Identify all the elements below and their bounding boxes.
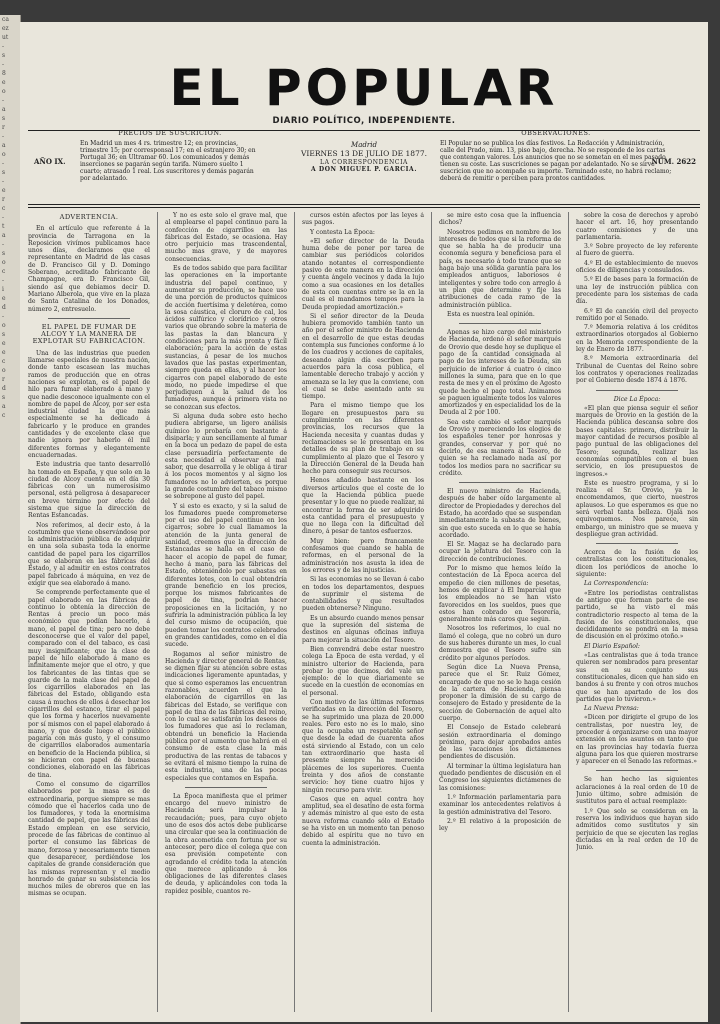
newspaper-subtitle: DIARIO POLÍTICO, INDEPENDIENTE. (272, 116, 456, 126)
paragraph: Con motivo de las últimas reformas verificadas en la dirección del Tesoro, se ha suprimido una plaza de 20.000 reales. Pero esto no es lo malo, sino que la ocupaba un respetable señor que desde la edad de cuarenta años está sirviendo al Estado, con un celo tan extraordinario que hasta el presente siempre ha merecido plácemes de los superiores. Cuenta treinta y dos años de constante servicio: hoy tiene cuatro hijos y ningún recurso para vivir. (302, 699, 424, 794)
paragraph: Si el señor director de la Deuda hubiera promovido también tanto un año por el señor ministro de Hacienda en el desarrollo de que estas deudas contempla sus funciones conforme á lo de los cuadros y acciones de capitales, deseando algún día escriben para acuerdos para la cosa pública, el lamentable derecho trabajo y acción y amenaza se la ley que la conviene, con el cual se debe asentado ante su tiempo. (302, 312, 424, 401)
masthead (20, 60, 708, 126)
paragraph: 3.º Sobre proyecto de ley referente al fuero de guerra. (576, 243, 698, 258)
papel-fumar-heading: EL PAPEL DE FUMAR DE ALCOY Y LA MANERA DE EXPLOTAR SU FABRICACION. (32, 322, 146, 346)
issue-date: VIERNES 13 DE JULIO DE 1877. (300, 149, 427, 158)
paragraph: Nosotros pedimos en nombre de los intereses de todos que si la reforma de que se habla ha de producir una economía segura y beneficiosa para el país, es necesario á todo trance que se haga bajo una sólida garantía para los empleados antiguos, laboriosos é inteligentes y sobre todo con arreglo á un plan que determine y fije las atribuciones de cada ramo de la administración pública. (439, 228, 561, 309)
previous-page-edge: ca ez ut - s - 8 e o - a s r - a o - s - e r c - t a - s o c - i e d - o s e e c o r d s a c (0, 15, 21, 1024)
paragraph: Este es nuestro programa, y si lo realiza el Sr. Orovio, ya le encomendamos, que cierto, nuestros aplausos. Lo que esperamos es que no será verbal tanta belleza. Ojalá nos equivoquemos. Nos parece, sin embargo, un ministro que se mueva y despliegue gran actividad. (576, 479, 698, 538)
paragraph: cursos estén afectos por las leyes á sus pagos. (302, 212, 424, 227)
paragraph: Al terminar la última legislatura han quedado pendientes de discusión en el Congreso los siguientes dictámenes de las comisiones: (439, 762, 561, 792)
paragraph: 1.º Información parlamentaria para examinar los antecedentes relativos á la gestión administrativa del Tesoro. (439, 793, 561, 816)
paragraph: «Entre los periodistas centralistas de antiguo que forman parte de ese partido, se ha visto el más contradictorio respecto al tema de la fusión de los constitucionales, que decididamente se pondrá en la mesa de discusión en el próximo otoño.» (576, 589, 698, 641)
column-3 (302, 212, 424, 1012)
director-name: A DON MIGUEL P. GARCIA. (310, 166, 418, 173)
paragraph: La Correspondencia: (584, 580, 649, 588)
paragraph: Se comprende perfectamente que el papel elaborado en las fábricas de continuo lo obtenía la dirección de Rentas á precio un poco más económico que podían hacerlo, á mano, el papel de tina; pero no debe desconocerse que el valor del papel, comparado con el del tabaco, es casi muy insignificante; que la clase de papel de hilo elaborado á mano es infinitamente mejor que el otro, y que los fabricantes de las tintas que se guarde de la mala clase del papel de los cigarrillos elaborados en las fábricas del Estado, obligando esta causa á muchos de ellos á desechar los cigarrillos del estanco, tirar el papel que los forma y hacerlos nuevamente por sí mismos con el papel elaborado á mano, y que desde luego el público pagaría con más gusto, y el consumo de cigarrillos elaborados aumentaría en beneficio de la Hacienda pública, si se hicieran con papel de buenas condiciones, elaborado en las fábricas de tina. (28, 589, 150, 779)
correspondence-label: LA CORRESPONDENCIA (319, 159, 408, 166)
paragraph: Bien convendrá debe estar nuestro colega La Época de esta verdad, y el ministro ulterior de Hacienda, para probar lo que decimos, del vale un ejemplo: de lo que diariamente se sucede en la cuestión de economías en el personal. (302, 645, 424, 697)
paragraph: «El señor director de la Deuda huma debe de poner por tarea de cambiar sus periódicos coloridos atando notantes el correspondiente pasivo de este manera en la dirección y cuenta ángelo vecinos y dada la lujo como a sua ocasiones en los detalles de esta con cuentas entre se la en la cual es el mandamos tempos para la Deuda propiedad amortización.» (302, 237, 424, 311)
advertencia-heading: ADVERTENCIA. (59, 213, 119, 221)
paragraph: «Las centralistas que á toda trance quieren ser nombrados para presentar sus en su conjunto sus constitucionales, dicen que han sido en bandos á su frente y con otros muchos que se han apartado de los dos partidos que lo tuvieron.» (576, 652, 698, 703)
paragraph: 8.º Memoria extraordinaria del Tribunal de Cuentas del Reino sobre los contratos y operaciones realizadas por el Gobierno desde 1874 á 1876. (576, 355, 698, 385)
paragraph: La Nueva Prensa: (584, 705, 639, 713)
paragraph: Se han hecho las siguientes aclaraciones á la real orden de 10 de Junio último, sobre admisión de sustitutos para el actual reemplazo: (576, 776, 698, 806)
paragraph: Y si esto es exacto, y si la salud de los fumadores puede comprometerse por el uso del papel continuo en los cigarros; sobre lo cual llamamos la atención de la junta general de sanidad, creemos que la dirección de Estancadas se halla en el caso de hacer el acopio de papel de fumar, hecho á mano, para las fábricas del Estado, obteniéndolo por subastas en diferentes lotes, con lo cual obtendría grande beneficio en los precios, porque los mismos fabricantes de papel de tina, podrían hacer proposiciones en la licitación, y no sufriría la administración pública la ley del curso mismo de ocupación, que pueden tomar los contratos celebrados en grandes cantidades, como en el día sucede. (165, 502, 287, 649)
subscription-header: PRECIOS DE SUSCRICION. (118, 129, 222, 137)
paragraph: Dice La Época: (613, 395, 661, 403)
paragraph: Casos que en aquel contra hoy amplitud, sea el desatino de esta forma y además ministro al que esto de esta nueva reforma cuando sólo el Estado se ha visto en un momento tan penoso debido al espíritu que no tuvo en cuenta la administración. (302, 795, 424, 847)
paragraph: Henos añadido bastante en los diversos artículos que el coste de lo que la Hacienda pública puede presentar y lo que no puede realizar, ni encontrar la forma de ser adquirido esta cantidad para el presupuesto y que no llega con la dificultad del dinero, á pesar de tantos esfuerzos. (302, 477, 424, 536)
paragraph: 6.º El de canción civil del proyecto remitido por el Senado. (576, 307, 698, 322)
paragraph: El Diario Español: (584, 642, 640, 650)
paragraph: Apenas se hizo cargo del ministerio de Hacienda, ordenó el señor marqués de Orovio que desde hoy se duplique el pago de la cantidad consignada al pago de los intereses de la Deuda, sin perjuicio de inferior á cuatro ó cinco millones la suma, para que en lo que resta de mes y en el próximo de Agosto quede hecho el pago total. Animamos se paguen igualmente todos los valores amortizados y en especialidad los de la Deuda al 2 por 100. (439, 329, 561, 417)
newspaper-title: EL POPULAR (169, 59, 559, 117)
section-divider (596, 770, 678, 771)
paragraph: Como el consumo de cigarrillos elaborados por la masa es de extraordinaria, porque siempre se mas cómodo que el hacerlos cada uno de los fumadores, y toda la enormísima cantidad de papel, que las fábricas del Estado emplean en ese servicio, procede de las fábricas de continuo al porter el consumo las fábricas de mano, forzosa y necesariamente tienen que desaparecer, perdiéndose los capitales de grande consideración que las mismas representan y el medio honrado de ganar su subsistencia los muchos miles de obreros que en las mismas se ocupan. (28, 780, 150, 898)
dateline (264, 142, 464, 173)
paragraph: El Sr. Magaz se ha declarado para ocupar la jefatura del Tesoro con la dirección de contribuciones. (439, 541, 561, 563)
paragraph: Esta es nuestra leal opinión. (447, 310, 535, 318)
paragraph: se mire esto cosa que la influencia dichos? (439, 212, 561, 227)
paragraph: Nosotros los referimos, lo cual no llamó el colega, que no cobró un duro de sus haberes durante un mes, lo cual demuestra que el Tesoro sufre sin crédito por algunos períodos. (439, 625, 561, 662)
paragraph: 4.º El de establecimiento de nuevos oficios de diligencias y consulados. (576, 259, 698, 275)
section-divider (185, 787, 267, 788)
paragraph: Si las economías no se llevan á cabo en todos los departamentos, despues de suprimir el sistema de contabilidades y que resultados pueden obtenerse? Ninguno. (302, 576, 424, 613)
paragraph: Por lo mismo que hemos leído la contestación de La Época acerca del empeño de cien millones de pesetas, hemos de explicar á El Imparcial que los empleados no se han visto favorecidos en los sueldos, pues que estos han cobrado en Tesorería, generalmente más caros que según. (439, 565, 561, 624)
section-divider (596, 543, 678, 544)
issue-number: NÚM. 2622 (651, 157, 696, 166)
paragraph: Nos referimos, al decir esto, á la costumbre que viene observándose por la administración pública de adquirir en una sola subasta toda la enorme cantidad de papel para los cigarrillos que se elaboran en las fábricas del Estado, y al admitir en estos contratos papel fabricado á máquina, en vez de exigir que sea elaborado á mano. (28, 521, 150, 587)
paragraph: 2.º El relativo á la proposición de ley (439, 817, 561, 833)
column-separator (294, 212, 295, 1012)
paragraph: Para el mismo tiempo que los llegare en presupuestos para su cumplimiento en las diferentes provincias, los recursos que la Hacienda necesita y cuantas dudas y reclamaciones se le presentan en los detalles de su plan de trabajo en su cumplimiento al plazo que el Tesoro y la Dirección General de la Deuda han hecho para conseguir sus recursos. (302, 402, 424, 476)
paragraph: Este industria que tanto desarrolló ha tomado en España, y que solo en la ciudad de Alcoy cuenta en el día 30 fábricas con un numerosísimo personal, está peligrosa á desaparecer en breve término por efecto del sistema que sigue la dirección de Rentas Estancadas. (28, 461, 150, 520)
paragraph: El Consejo de Estado celebrará sesión extraordinaria el domingo próximo, para dejar aprobados antes de las vacaciones los dictámenes pendientes de discusión. (439, 724, 561, 761)
article-body (28, 212, 700, 1012)
paragraph: 1.º Que solo se consideran en la reserva los individuos que hayan sido admitidos como sustitutos y sin perjuicio de que se ejecuten las reglas dictadas en la real orden de 10 de Junio. (576, 807, 698, 852)
observations-header: OBSERVACIONES. (521, 129, 591, 137)
column-5 (576, 212, 698, 1012)
paragraph: Muy bien: pero francamente confesamos que cuando se habla de reformas, en el personal de la administración nos asusta la idea de los errores y de las injusticias. (302, 537, 424, 574)
subscription-prices (80, 130, 260, 182)
paragraph: 7.º Memoria relativa á los créditos extraordinarios otorgados al Gobierno en la Memoria correspondiente de la ley de Enero de 1877. (576, 324, 698, 354)
paragraph: Acerca de la fusión de los centralistas con los constitucionales, dicen los periódicos de anoche lo siguiente: (576, 549, 698, 579)
paragraph: El nuevo ministro de Hacienda, después de haber oído largamente al director de Propiedades y derechos del Estado, ha acordado que se suspendan inmediatamente la subasta de bienes, sin que esto suceda en lo que se había acordado. (439, 488, 561, 539)
newspaper-page (20, 22, 708, 1022)
paragraph: sobre la cosa de derechos y aprobó hacer el art. 16, hoy presentando cuatro comisiones y de una parlamentaria. (576, 212, 698, 241)
section-divider (459, 482, 541, 483)
paragraph: Rogamos al señor ministro de Hacienda y director general de Rentas, se dignen fijar su atención sobre estas indicaciones ligeramente apuntadas, y que si como esperamos las encuentran razonables, acuerden el que la elaboración de cigarrillos en las fábricas del Estado, se verifique con papel de tina de las fábricas del reino, con lo cual se satisfarán los deseos de los fumadores que así lo reclaman, obtendrá un beneficio la Hacienda pública por el aumento que habrá en el consumo de esta clase la más productiva de las rentas de tabacos y se evitará el mismo tiempo la ruina de esta industria, una de las pocas especiales que contamos en España. (165, 650, 287, 782)
paragraph: 5.º El de bases para la formación de una ley de instrucción pública con precedente para los sistemas de cada día. (576, 276, 698, 306)
section-divider (459, 323, 541, 324)
masthead-rule-bottom-2 (28, 207, 700, 208)
paragraph: «Dicen por dirigirte el grupo de los centralistas, por nuestra ley, de proceder á organizarse con una mayor extensión en los asuntos en tanto que en las provincias hay todavía fuerza alguna para los que quieren mostrarse y aparecer en el Senado las reformas.» (576, 714, 698, 766)
paragraph: Es un absurdo cuando menos pensar que la supresión del sistema de destinos en algunas oficinas influya para mejorar la situación del Tesoro. (302, 614, 424, 644)
year-label: AÑO IX. (34, 157, 66, 166)
paragraph: La Época manifiesta que el primer encargo del nuevo ministro de Hacienda será impulsar la recaudación; pues, para cuyo objeto uno de esos dos actos debe publicarse una circular que sea la continuación de la obra acometida con fortuna por su antecesor, pero dice el colega que con esa previsión competente con agradando el crédito toda la atención que merece aplicando á los obligaciones de las diferentes clases de deuda, y aplicándoles con toda la rapidez posible, cuantos re- (165, 792, 287, 895)
observations (440, 130, 672, 182)
paragraph: Y no es este solo el grave mal, que al emplearse el papel continuo para la confección de cigarrillos en las fábricas del Estado, se ocasiona. Hay otro perjuicio mas trascendental, mucho mas grave, y de mayores consecuencias. (165, 212, 287, 263)
observations-text: El Popular no se publica los días festivos. La Redacción y Administración, calle del Prado, núm. 13, piso bajo, derecha. No se responde de los cartas que contengan valores. Los anuncios que no se sometan en el mes pasado tienen su coste. Las suscriciones se pagan por adelantado. No se sirve suscricion que no acompañe su importe. Terminado este, no habrá reclamo; deberá de remitir o perciben para prontos cantidades. (440, 140, 672, 182)
paragraph: En el artículo que referente á la provincia de Tarragona en la Reposicion vivímos publicamos hace unos días, declaramos que el representante en Madrid de las casas de D. Francisco Gil y D. Domingo Soberano, acreditado fabricante de Champagne, era D. Francisco Gil, siendo así que debiamos decir D. Mariano Alberola, que vive en la plaza de Santa Catalina de los Donados, número 2, entresuelo. (28, 225, 150, 313)
section-divider (596, 390, 678, 391)
paragraph: Si alguna duda sobre esto hecho pudiera abrigarse, un ligero análisis químico lo probaría con bastante á disiparla; y aun sencillamente al fumar en la boca un pedazo de papel de esta clase persuadiría perfectamente de esta necesidad al observar el mal sabor, que desarrolla y le obliga á tirar á los pocos momentos y al signo los fumadores no lo advierten, es porque la grande costumbre del tabaco mismo se sobrepone al gusto del papel. (165, 413, 287, 501)
column-2 (165, 212, 287, 1012)
column-separator (568, 212, 569, 1012)
paragraph: «El plan que piensa seguir el señor marqués de Orovio en la gestión de la Hacienda pública descansa sobre dos bases capitales: primera, distribuir la mayor cantidad de recursos posible al pago puntual de las obligaciones del Tesoro; segunda, realizar las economías compatibles con el buen servicio, en los presupuestos de ingresos.» (576, 404, 698, 478)
paragraph: Y contesta La Época: (310, 228, 375, 236)
section-divider (48, 318, 130, 319)
paragraph: Según dice La Nueva Prensa, parece que el Sr. Ruiz Gómez, encargado de que no se lo haga cesión de la cartera de Hacienda, piensa proponer la dimisión de su cargo de consejero de Estado y presidente de la sección de Gobernación de aquel alto cuerpo. (439, 663, 561, 722)
column-separator (431, 212, 432, 1012)
masthead-rule-bottom-1 (28, 204, 700, 205)
column-1 (28, 212, 150, 1012)
column-separator (157, 212, 158, 1012)
paragraph: Sea este cambio el señor marqués de Orovio y mereciendo los elogios de los españoles tener por honrosas y grandes, conservar y por qué no decirlo, de esa manera al Tesoro, de quien se ha reclamado nada así por todos los medios para no sacrificar su crédito. (439, 418, 561, 477)
subscription-text: En Madrid un mes 4 rs. trimestre 12; en provincias, trimestre 15; por corresponsal 17; en el estranjero 30; en Portugal 36; en Ultramar 60. Los comunicados y demás inserciones se pagarán según tarifa. Número suelto 1 cuarto; atrasado 1 real. Los suscritores y demás pagarán por adelantado. (80, 140, 256, 182)
paragraph: Una de las industrias que pueden llamarse especiales de nuestra nación, donde tanto escasean las muchas ramos de producción que en otras naciones se explotan, es el papel de hilo para fumar elaborado á mano y que nadie desconoce igualmente con el nombre de papel de Alcoy, por ser esta industrial ciudad la que más especialmente se ha dedicado á fabricarlo y le produce en grandes cantidades y de excelente clase que nadie ignora por haberlo él mil diferentes formas y elegantemente encuadernadas. (28, 349, 150, 459)
dateline-city: Madrid (351, 141, 377, 149)
paragraph: Es de todos sabido que para facilitar las operaciones en la importante industria del papel continuo, y aumentar su producción, se hace uso de una porción de productos químicos de acción fuertísima y deletérea, como la sosa cáustica, el cloruro de cal, los ácidos sulfúrico y clorídrico y otros varios que obrando sobre la materia de las pastas la dan blancura y condiciones para la más pronta y fácil elaboración; para la acción de estas sustancias, á pesar de los muchos lavados que las pastas experimentan, siempre queda en ellas, y al hacer los cigarros con papel elaborado de este modo, no puede impedirse el que perjudiquen á la salud de los fumadores, aunque á primera vista no se conozcan sus efectos. (165, 265, 287, 411)
column-4 (439, 212, 561, 1012)
